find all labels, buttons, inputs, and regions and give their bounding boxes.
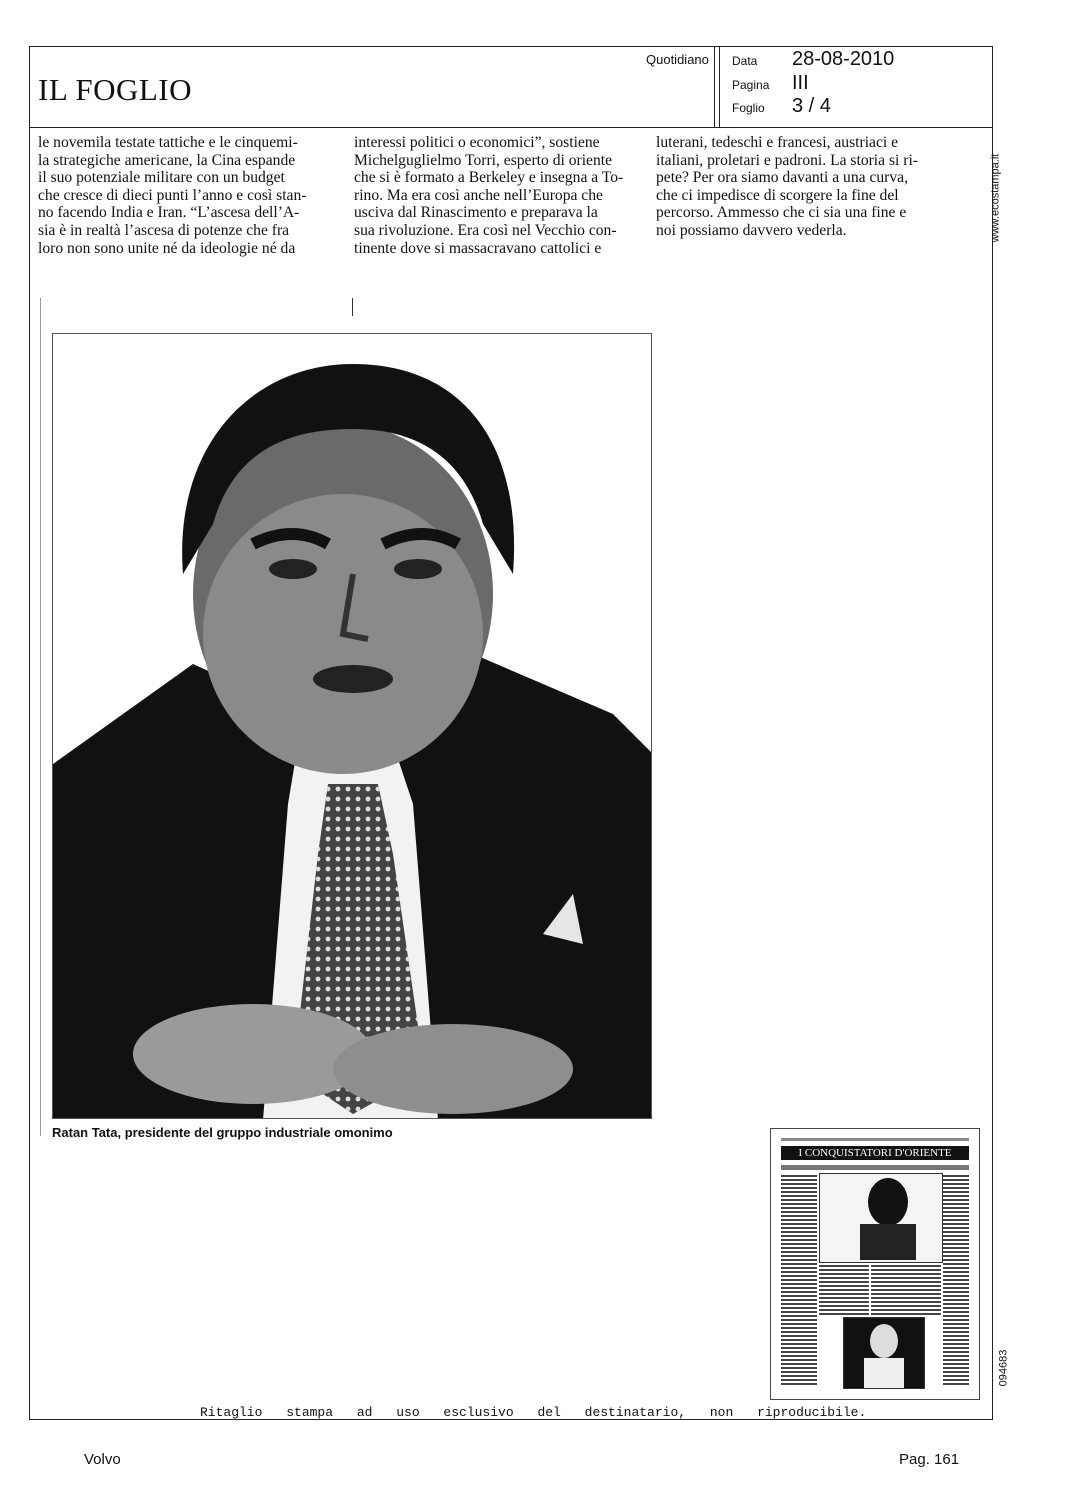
text-line: pete? Per ora siamo davanti a una curva, (656, 169, 908, 187)
thumbnail-text-block (871, 1265, 941, 1315)
page-label: Pagina (732, 78, 770, 92)
portrait-illustration (53, 334, 652, 1119)
text-line: no facendo India e Iran. “L’ascesa dell’A- (38, 204, 300, 222)
newspaper-title: IL FOGLIO (38, 72, 193, 107)
text-line: rino. Ma era così anche nell’Europa che (354, 186, 603, 204)
thumbnail-text-block (819, 1265, 869, 1315)
page-number: Pag. 161 (899, 1451, 960, 1468)
article-column-1 (38, 134, 328, 257)
text-line: che cresce di dieci punti l’anno e così stan- (38, 186, 307, 204)
meta-box-inner-line (719, 46, 720, 127)
cut-line (40, 298, 41, 1136)
text-line: tinente dove si massacravano cattolici e (354, 239, 602, 257)
thumbnail-text-column (943, 1175, 969, 1387)
photo-caption: Ratan Tata, presidente del gruppo industriale omonimo (52, 1125, 393, 1140)
text-line: che ci impedisce di scorgere la fine del (656, 186, 899, 204)
portrait-photo (52, 333, 652, 1119)
clipping-code (997, 1340, 1021, 1400)
text-line: la strategiche americane, la Cina espande (38, 151, 296, 169)
client-name: Volvo (84, 1451, 121, 1468)
publication-type: Quotidiano (646, 52, 709, 67)
thumbnail-subtitle (781, 1165, 969, 1170)
thumbnail-photo-top (819, 1173, 943, 1263)
text-line: sia è in realtà l’ascesa di potenze che fra (38, 221, 290, 239)
text-line: luterani, tedeschi e francesi, austriaci e (656, 134, 899, 151)
date-value: 28-08-2010 (792, 48, 895, 70)
article-column-3 (656, 134, 946, 240)
text-line: noi possiamo davvero vederla. (656, 221, 847, 239)
page-value: III (792, 72, 809, 94)
ecostampa-website (989, 140, 1021, 260)
thumbnail-text-column (781, 1175, 817, 1387)
text-line: che si è formato a Berkeley e insegna a To- (354, 169, 624, 187)
text-line: interessi politici o economici”, sostiene (354, 134, 600, 151)
sheet-value: 3 / 4 (792, 95, 831, 117)
sheet-label: Foglio (732, 101, 765, 115)
page-thumbnail (770, 1128, 980, 1400)
header-divider (29, 127, 993, 128)
disclaimer: Ritaglio stampa ad uso esclusivo del destinatario, non riproducibile. (200, 1405, 867, 1420)
code-text: 094683 (997, 1349, 1010, 1387)
text-line: usciva dal Rinascimento e preparava la (354, 204, 598, 222)
cut-mark (352, 298, 353, 316)
text-line: le novemila testate tattiche e le cinquemi- (38, 134, 298, 151)
text-line: percorso. Ammesso che ci sia una fine e (656, 204, 907, 222)
article-column-2 (354, 134, 644, 257)
thumbnail-title: I CONQUISTATORI D'ORIENTE (781, 1146, 969, 1160)
text-line: italiani, proletari e padroni. La storia si ri- (656, 151, 918, 169)
thumbnail-masthead (781, 1138, 969, 1141)
text-line: sua rivoluzione. Era così nel Vecchio con- (354, 221, 617, 239)
text-line: il suo potenziale militare con un budget (38, 169, 285, 187)
text-line: loro non sono unite né da ideologie né da (38, 239, 296, 257)
text-line: Michelguglielmo Torri, esperto di oriente (354, 151, 613, 169)
website-text: www.ecostampa.it (989, 153, 1002, 243)
date-label: Data (732, 54, 758, 68)
thumbnail-photo-bottom (843, 1317, 925, 1389)
